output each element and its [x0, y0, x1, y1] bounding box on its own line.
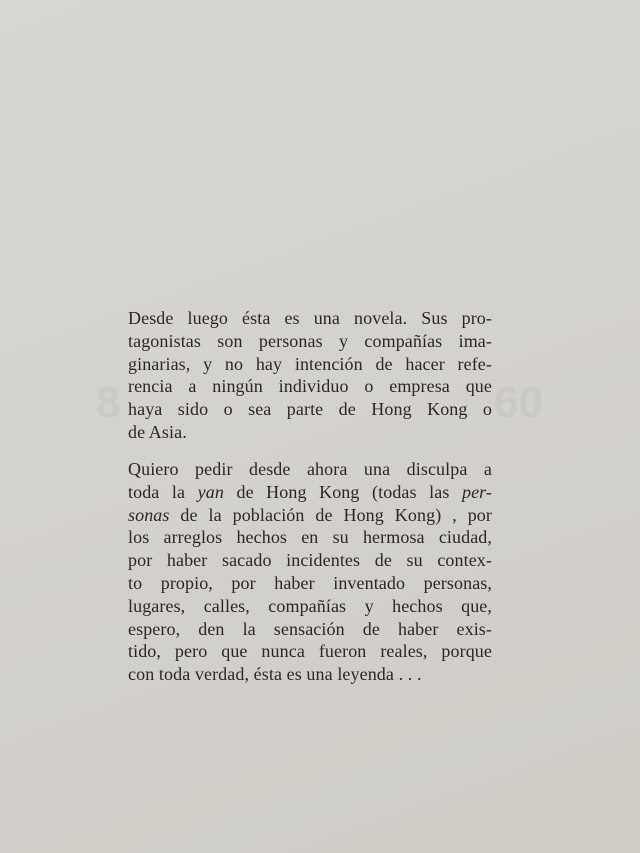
text-segment: con toda verdad, ésta es una leyenda . . .: [128, 664, 422, 685]
text-line: [128, 421, 492, 444]
text-segment: los arreglos hechos en su hermosa ciudad,: [128, 527, 492, 548]
text-segment: tido, pero que nunca fueron reales, porque: [128, 641, 492, 662]
text-segment: de la población de Hong Kong) , por: [169, 504, 492, 525]
text-line: [128, 307, 492, 330]
text-segment: de Hong Kong (todas las: [223, 481, 462, 502]
text-segment: to propio, por haber inventado personas,: [128, 572, 492, 593]
text-line: [128, 640, 492, 663]
show-through-mark: 8: [96, 378, 121, 427]
text-segment: toda la: [128, 481, 198, 502]
text-line: [128, 398, 492, 421]
paragraph-apology: [128, 458, 492, 686]
text-line: [128, 618, 492, 641]
text-segment: ginarias, y no hay intención de hacer refe-: [128, 353, 492, 374]
text-segment: lugares, calles, compañías y hechos que,: [128, 595, 492, 616]
text-line: [128, 481, 492, 504]
text-line: [128, 330, 492, 353]
text-segment: haya sido o sea parte de Hong Kong o: [128, 399, 492, 420]
italic-text: per-: [461, 481, 492, 502]
text-line: [128, 572, 492, 595]
show-through-mark: 60: [494, 378, 543, 427]
text-line: [128, 663, 492, 686]
text-segment: espero, den la sensación de haber exis-: [128, 618, 492, 639]
text-segment: tagonistas son personas y compañías ima-: [128, 330, 492, 351]
text-segment: Quiero pedir desde ahora una disculpa a: [128, 459, 492, 479]
text-line: [128, 375, 492, 398]
italic-text: sonas: [128, 504, 170, 525]
text-line: [128, 458, 492, 481]
text-line: [128, 353, 492, 376]
text-line: [128, 526, 492, 549]
text-line: [128, 549, 492, 572]
text-line: [128, 595, 492, 618]
italic-text: yan: [197, 481, 224, 502]
text-segment: de Asia.: [128, 421, 187, 442]
text-line: [128, 504, 492, 527]
text-segment: por haber sacado incidentes de su contex-: [128, 550, 492, 571]
text-segment: rencia a ningún individuo o empresa que: [128, 376, 492, 397]
text-segment: Desde luego ésta es una novela. Sus pro-: [128, 308, 492, 328]
paragraph-disclaimer: [128, 307, 492, 444]
